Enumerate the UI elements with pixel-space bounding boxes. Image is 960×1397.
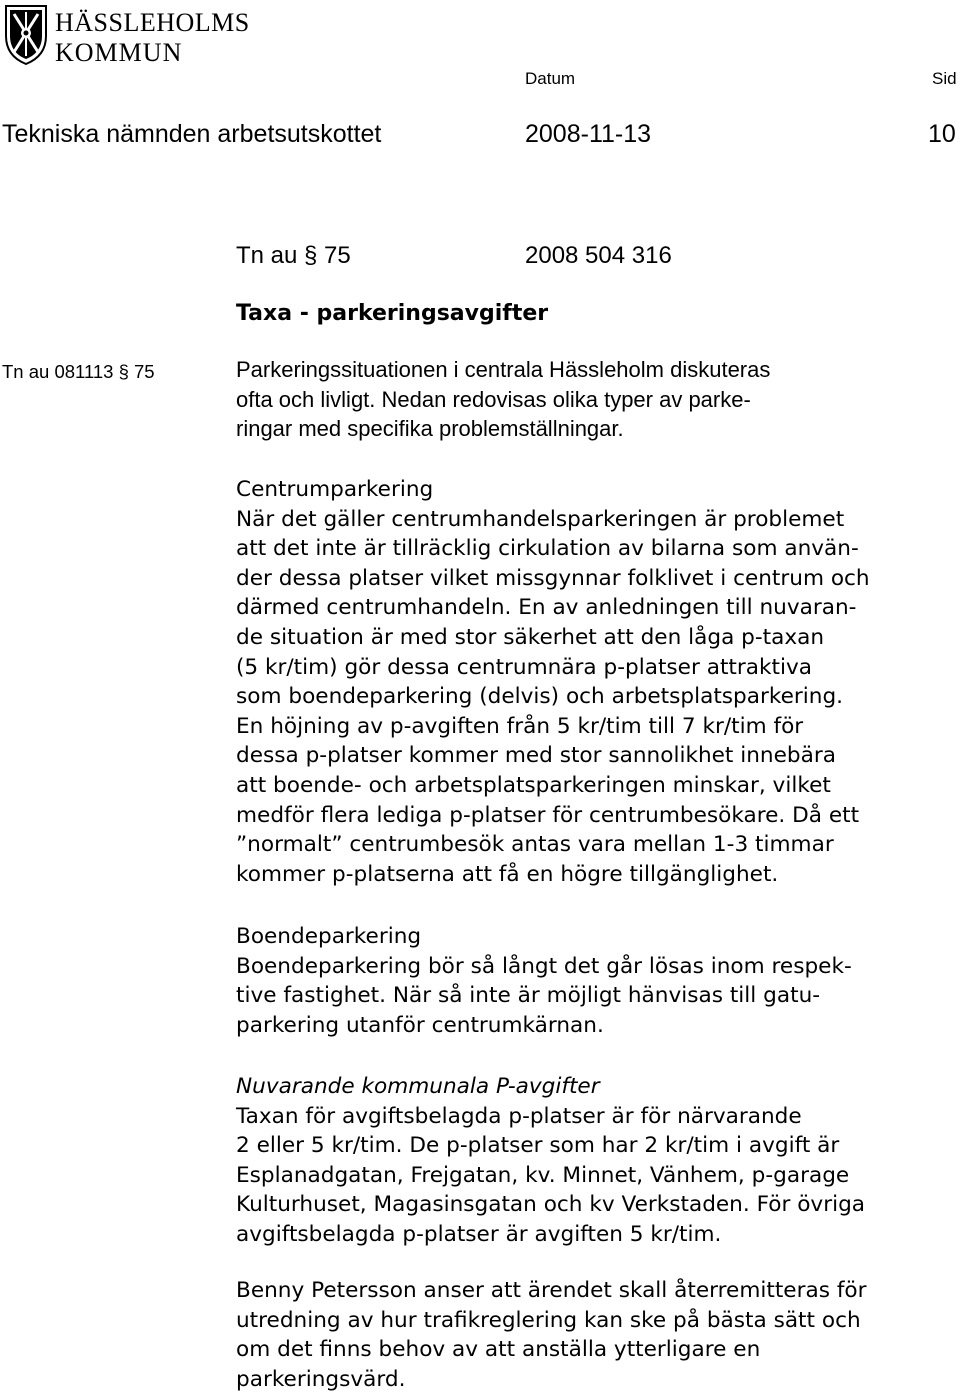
section-line: Esplanadgatan, Frejgatan, kv. Minnet, Vänhem, p-garage [236,1162,850,1188]
committee-name: Tekniska nämnden arbetsutskottet [2,120,382,148]
section-line: En höjning av p-avgiften från 5 kr/tim till 7 kr/tim för [236,713,804,739]
section-line: att det inte är tillräcklig cirkulation av bilarna som använ- [236,536,859,562]
logo-line-2: KOMMUN [55,38,183,67]
section-line: 2 eller 5 kr/tim. De p-platser som har 2 kr/tim i avgift är [236,1133,840,1159]
case-number: 2008 504 316 [525,242,672,269]
section-line: Boendeparkering bör så långt det går lösas inom respek- [236,953,852,979]
section-heading: Centrumparkering [236,477,434,502]
section-line: När det gäller centrumhandelsparkeringen är problemet [236,506,845,532]
section-line: der dessa platser vilket missgynnar folklivet i centrum och [236,565,870,591]
coat-of-arms-icon [2,2,50,66]
section-line: tive fastighet. När så inte är möjligt hänvisas till gatu- [236,983,821,1009]
page-number: 10 [928,120,956,148]
section-line: kommer p-platserna att få en högre tillgänglighet. [236,861,779,887]
closing-line: Benny Petersson anser att ärendet skall återremitteras för [236,1278,867,1303]
section-line: Kulturhuset, Magasinsgatan och kv Verkstaden. För övriga [236,1192,866,1218]
section-boendeparkering [236,922,960,1040]
datum-label: Datum [525,69,576,88]
section-heading: Nuvarande kommunala P-avgifter [236,1074,600,1099]
closing-paragraph [236,1276,960,1394]
meeting-date: 2008-11-13 [525,120,652,148]
section-line: därmed centrumhandeln. En av anledningen till nuvaran- [236,595,857,621]
paragraph-ref: Tn au § 75 [236,242,351,269]
section-heading: Boendeparkering [236,924,422,949]
section-line: som boendeparkering (delvis) och arbetsplatsparkering. [236,684,844,710]
section-line: dessa p-platser kommer med stor sannolikhet innebära [236,743,836,769]
section-line: parkering utanför centrumkärnan. [236,1012,604,1038]
sid-label: Sid [932,69,957,88]
intro-paragraph [236,355,960,444]
section-line: avgiftsbelagda p-platser är avgiften 5 kr/tim. [236,1221,722,1247]
closing-line: utredning av hur trafikreglering kan ske på bästa sätt och [236,1307,861,1333]
logo-line-1: HÄSSLEHOLMS [55,8,250,37]
intro-line: ofta och livligt. Nedan redovisas olika typer av parke- [236,386,751,412]
intro-line: Parkeringssituationen i centrala Hässleholm diskuteras [236,357,771,382]
section-line: medför flera lediga p-platser för centrumbesökare. Då ett [236,802,860,828]
section-line: (5 kr/tim) gör dessa centrumnära p-platser attraktiva [236,654,812,680]
section-centrumparkering [236,475,960,889]
section-line: de situation är med stor säkerhet att den låga p-taxan [236,624,825,650]
section-line: Taxan för avgiftsbelagda p-platser är för närvarande [236,1103,802,1129]
item-title: Taxa - parkeringsavgifter [236,301,549,326]
intro-line: ringar med specifika problemställningar. [236,416,624,442]
section-nuvarande-avgifter [236,1072,960,1250]
section-line: att boende- och arbetsplatsparkeringen minskar, vilket [236,772,831,798]
closing-line: parkeringsvärd. [236,1366,406,1392]
closing-line: om det finns behov av att anställa ytterligare en [236,1337,761,1363]
margin-reference: Tn au 081113 § 75 [2,361,155,382]
municipality-logo [2,2,262,68]
section-line: ”normalt” centrumbesök antas vara mellan 1-3 timmar [236,832,834,858]
